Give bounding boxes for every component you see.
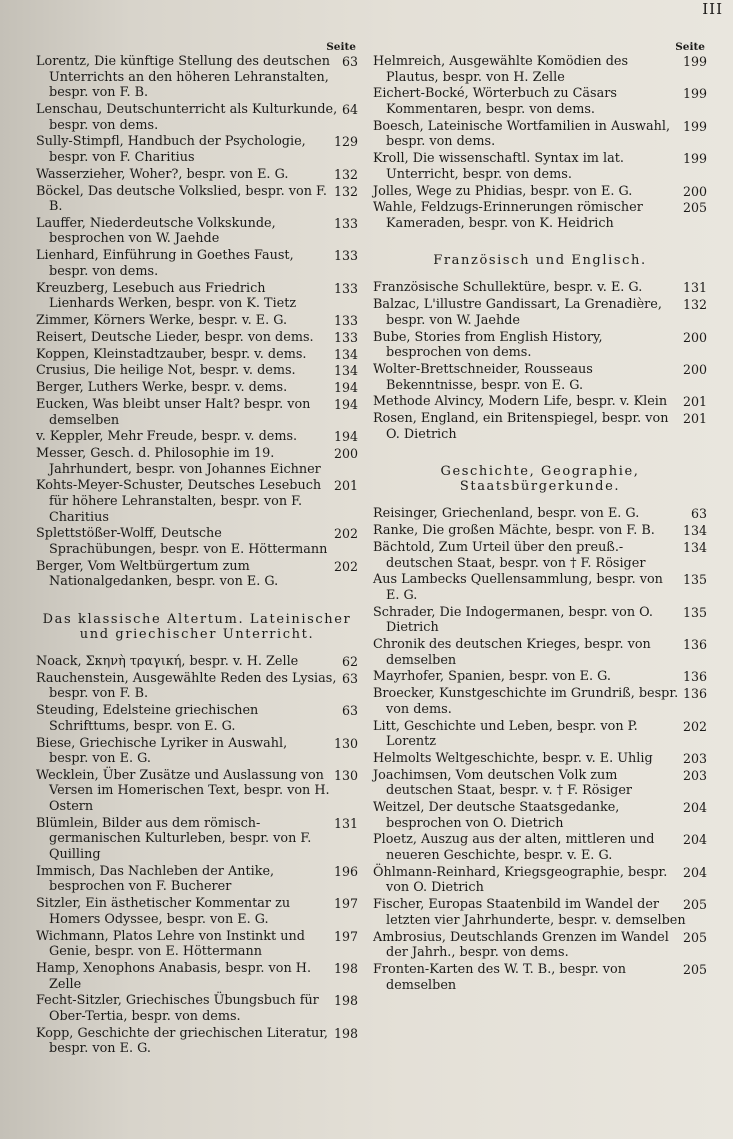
index-entry [373,962,707,993]
index-entry [36,654,358,670]
page-reference: 200 [682,329,707,345]
page-number: III [702,0,723,18]
index-entry [36,184,358,215]
index-entry [36,671,358,702]
entry-text: Wasserzieher, Woher?, bespr. von E. G. [36,166,289,182]
page-reference: 200 [333,446,358,462]
entry-text: Wolter-Brettschneider, Rousseaus Bekenntnisse, bespr. von E. G. [373,362,593,393]
index-entry [373,719,707,750]
index-entry [36,446,358,477]
index-entry [373,930,707,961]
page-reference: 205 [682,929,707,945]
entry-text: Noack, Σκηνὴ τραγική, bespr. v. H. Zelle [36,653,299,669]
page-reference: 133 [333,248,358,264]
page-reference: 194 [333,429,358,445]
index-entry [373,280,707,296]
index-entry [373,669,707,685]
entry-text: Ploetz, Auszug aus der alten, mittleren und neueren Geschichte, bespr. v. E. G. [373,832,655,864]
entry-list-right-b [373,280,707,442]
index-entry [373,184,707,200]
page-reference: 201 [333,478,358,494]
page-reference: 196 [333,863,358,879]
page-reference: 200 [682,362,707,377]
page-reference: 198 [333,993,358,1009]
index-entry [373,637,707,668]
index-entry [373,297,707,328]
page-reference: 199 [682,86,707,102]
entry-text: Biese, Griechische Lyriker in Auswahl, bespr. von E. G. [36,735,288,767]
page-reference: 135 [682,604,707,620]
entry-text: Broecker, Kunstgeschichte im Grundriß, bespr. von dems. [373,686,679,717]
entry-text: Crusius, Die heilige Not, bespr. v. dems. [36,363,296,379]
entry-text: Kohts-Meyer-Schuster, Deutsches Lesebuch für höhere Lehranstalten, bespr. von F. Charitius [36,478,322,525]
entry-text: Rauchenstein, Ausgewählte Reden des Lysias, bespr. von F. B. [36,670,337,702]
index-entry [36,380,358,396]
index-entry [36,478,358,525]
page-reference: 205 [682,200,707,216]
entry-text: Berger, Luthers Werke, bespr. v. dems. [36,380,288,396]
index-entry [373,330,707,361]
page-reference: 202 [333,526,358,542]
entry-text: Lauffer, Niederdeutsche Volkskunde, besprochen von W. Jaehde [36,215,276,247]
entry-list-right-c [373,506,707,993]
page-reference: 133 [333,215,358,231]
index-entry [36,102,358,133]
index-entry [36,929,358,960]
entry-text: Aus Lambecks Quellensammlung, bespr. von E. G. [373,572,663,603]
entry-text: Zimmer, Körners Werke, bespr. v. E. G. [36,313,288,328]
entry-text: Öhlmann-Reinhard, Kriegsgeographie, bespr. von O. Dietrich [373,864,668,896]
page-reference: 134 [333,346,358,362]
page-reference: 134 [682,539,707,555]
page-reference: 200 [682,183,707,199]
entry-text: v. Keppler, Mehr Freude, bespr. v. dems. [36,429,298,445]
seite-label-left: Seite [326,41,356,53]
entry-text: Wichmann, Platos Lehre von Instinkt und Genie, bespr. von E. Höttermann [36,928,305,960]
entry-text: Böckel, Das deutsche Volkslied, bespr. von F. B. [36,183,327,215]
page-reference: 134 [333,363,358,379]
page-reference: 197 [333,896,358,912]
page-reference: 194 [333,396,358,412]
entry-text: Berger, Vom Weltbürgertum zum Nationalgedanken, bespr. von E. G. [36,558,279,590]
left-column [36,40,358,1058]
section-heading-franzoesisch: Französisch und Englisch. [433,253,647,269]
entry-text: Eucken, Was bleibt unser Halt? bespr. von demselben [36,396,311,428]
page-reference: 203 [682,767,707,783]
page-reference: 64 [341,101,358,117]
entry-list-right-a [373,54,707,231]
index-entry [36,864,358,895]
page-reference: 63 [341,54,358,69]
index-entry [36,703,358,734]
index-entry [36,736,358,767]
index-entry [373,119,707,150]
index-entry [36,1026,358,1057]
index-entry [373,362,707,393]
entry-text: Balzac, L'illustre Gandissart, La Grenadière, bespr. von W. Jaehde [373,297,662,328]
index-entry [36,961,358,992]
page-reference: 136 [682,637,707,653]
page-reference: 201 [682,394,707,410]
entry-text: Jolles, Wege zu Phidias, bespr. von E. G. [373,183,633,199]
entry-text: Messer, Gesch. d. Philosophie im 19. Jahrhundert, bespr. von Johannes Eichner [36,446,321,477]
page-reference: 198 [333,1025,358,1041]
page-reference: 204 [682,800,707,816]
index-entry [36,216,358,247]
page-reference: 194 [333,380,358,396]
index-entry [373,86,707,117]
page-reference: 132 [333,166,358,182]
entry-text: Immisch, Das Nachleben der Antike, besprochen von F. Bucherer [36,863,275,895]
index-entry [373,151,707,182]
page-reference: 136 [682,669,707,685]
entry-text: Boesch, Lateinische Wortfamilien in Auswahl, bespr. von dems. [373,118,671,150]
index-entry [373,865,707,896]
index-entry [373,572,707,603]
page-reference: 205 [682,961,707,977]
page-reference: 63 [690,506,707,522]
entry-text: Splettstößer-Wolff, Deutsche Sprachübungen, bespr. von E. Höttermann [36,526,328,557]
entry-text: Kreuzberg, Lesebuch aus Friedrich Lienhards Werken, bespr. von K. Tietz [36,280,297,312]
page-reference: 205 [682,897,707,913]
entry-text: Lorentz, Die künftige Stellung des deutschen Unterrichts an den höheren Lehranstalten, bespr. von F. B. [36,54,330,101]
seite-label-right: Seite [675,41,705,53]
index-entry [36,896,358,927]
index-entry [373,800,707,831]
entry-text: Weitzel, Der deutsche Staatsgedanke, besprochen von O. Dietrich [373,800,620,831]
page-reference: 62 [341,653,358,669]
index-entry [373,200,707,231]
page-reference: 133 [333,329,358,345]
index-entry [373,751,707,767]
page-reference: 204 [682,832,707,848]
entry-text: Kroll, Die wissenschaftl. Syntax im lat. Unterricht, bespr. von dems. [373,151,624,182]
index-entry [36,167,358,183]
entry-text: Rosen, England, ein Britenspiegel, bespr. von O. Dietrich [373,411,669,442]
index-entry [36,768,358,815]
entry-text: Sully-Stimpfl, Handbuch der Psychologie, bespr. von F. Charitius [36,134,306,165]
entry-text: Reisert, Deutsche Lieder, bespr. von dems. [36,329,314,345]
index-entry [373,54,707,85]
entry-text: Helmreich, Ausgewählte Komödien des Plautus, bespr. von H. Zelle [373,54,629,85]
page-reference: 203 [682,750,707,766]
index-entry [36,816,358,863]
entry-text: Ambrosius, Deutschlands Grenzen im Wandel der Jahrh., bespr. von dems. [373,929,669,961]
entry-text: Hamp, Xenophons Anabasis, bespr. von H. Zelle [36,960,312,992]
page-reference: 133 [333,280,358,296]
entry-text: Fischer, Europas Staatenbild im Wandel der letzten vier Jahrhunderte, bespr. v. demselben [373,897,686,928]
page-reference: 63 [341,670,358,686]
page-reference: 201 [682,411,707,427]
page-reference: 136 [682,686,707,702]
index-entry [36,363,358,379]
page-reference: 131 [333,815,358,831]
index-entry [36,281,358,312]
entry-text: Helmolts Weltgeschichte, bespr. v. E. Uhlig [373,750,653,766]
page-reference: 133 [333,313,358,328]
page-reference: 198 [333,960,358,976]
entry-text: Fronten-Karten des W. T. B., bespr. von demselben [373,961,626,993]
index-entry [36,134,358,165]
page-reference: 130 [333,735,358,751]
index-entry [373,411,707,442]
page-reference: 199 [682,54,707,69]
page-reference: 129 [333,134,358,150]
index-entry [36,347,358,363]
entry-text: Sitzler, Ein ästhetischer Kommentar zu Homers Odyssee, bespr. von E. G. [36,896,291,927]
page-reference: 134 [682,523,707,539]
entry-text: Schrader, Die Indogermanen, bespr. von O. Dietrich [373,604,653,636]
entry-text: Fecht-Sitzler, Griechisches Übungsbuch für Ober-Tertia, bespr. von dems. [36,993,319,1024]
page-reference: 63 [341,703,358,719]
page-reference: 130 [333,767,358,783]
right-column [373,40,707,994]
entry-text: Kopp, Geschichte der griechischen Literatur, bespr. von E. G. [36,1025,328,1057]
page-reference: 199 [682,118,707,134]
entry-text: Wahle, Feldzugs-Erinnerungen römischer Kameraden, bespr. von K. Heidrich [373,200,643,231]
entry-list-left-a [36,54,358,590]
section-heading-geschichte: Geschichte, Geographie, Staatsbürgerkunde. [440,464,640,495]
index-entry [36,54,358,101]
index-entry [36,559,358,590]
entry-text: Wecklein, Über Zusätze und Auslassung von Versen im Homerischen Text, bespr. von H. Ostern [36,767,330,815]
page-reference: 132 [682,297,707,313]
page-reference: 197 [333,928,358,944]
index-entry [36,993,358,1024]
section-heading-altertum: Das klassische Altertum. Lateinischer und griechischer Unterricht. [42,611,352,642]
entry-text: Koppen, Kleinstadtzauber, bespr. v. dems. [36,346,307,362]
index-entry [36,330,358,346]
entry-list-left-b [36,654,358,1057]
entry-text: Bächtold, Zum Urteil über den preuß.-deutschen Staat, bespr. von † F. Rösiger [373,539,646,571]
index-entry [373,523,707,539]
entry-text: Bube, Stories from English History, besprochen von dems. [373,329,603,361]
index-entry [373,768,707,799]
page-reference: 132 [333,183,358,199]
entry-text: Joachimsen, Vom deutschen Volk zum deutschen Staat, bespr. v. † F. Rösiger [373,767,633,799]
index-entry [373,506,707,522]
index-entry [373,540,707,571]
entry-text: Chronik des deutschen Krieges, bespr. von demselben [373,637,651,668]
page-reference: 204 [682,864,707,880]
index-entry [373,832,707,863]
index-entry [373,605,707,636]
index-entry [36,526,358,557]
entry-text: Blümlein, Bilder aus dem römisch-germanischen Kulturleben, bespr. von F. Quilling [36,815,312,863]
entry-text: Lenschau, Deutschunterricht als Kulturkunde, bespr. von dems. [36,101,338,133]
page-reference: 135 [682,572,707,588]
index-entry [36,313,358,329]
entry-text: Methode Alvincy, Modern Life, bespr. v. Klein [373,394,668,410]
page-reference: 202 [333,558,358,574]
page-reference: 131 [682,280,707,296]
entry-text: Reisinger, Griechenland, bespr. von E. G. [373,506,640,522]
entry-text: Litt, Geschichte und Leben, bespr. von P. Lorentz [373,718,638,750]
page-reference: 199 [682,151,707,167]
entry-text: Ranke, Die großen Mächte, bespr. von F. B. [373,523,655,539]
page-reference: 202 [682,718,707,734]
index-entry [36,248,358,279]
entry-text: Lienhard, Einführung in Goethes Faust, bespr. von dems. [36,248,294,279]
index-entry [36,397,358,428]
entry-text: Steuding, Edelsteine griechischen Schrifttums, bespr. von E. G. [36,703,259,734]
index-entry [373,394,707,410]
entry-text: Mayrhofer, Spanien, bespr. von E. G. [373,669,611,685]
index-entry [373,897,707,928]
entry-text: Französische Schullektüre, bespr. v. E. G. [373,280,643,296]
index-entry [373,686,707,717]
index-entry [36,429,358,445]
entry-text: Eichert-Bocké, Wörterbuch zu Cäsars Kommentaren, bespr. von dems. [373,86,617,117]
